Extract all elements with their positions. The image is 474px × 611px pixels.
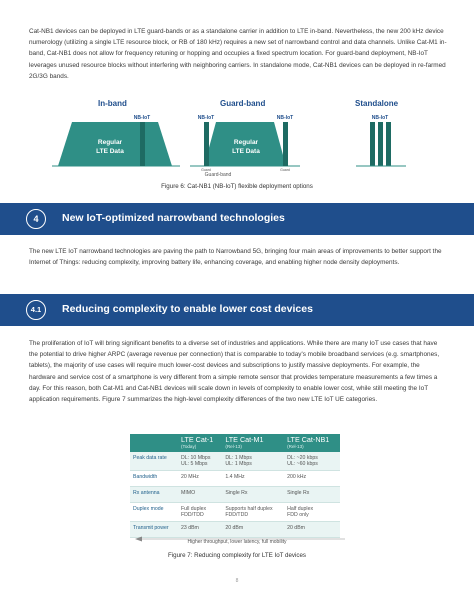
deployment-diagram — [0, 108, 474, 180]
guardband-nbiot-left-label: NB-IoT — [197, 115, 215, 121]
guardband-regular-2: LTE Data — [232, 148, 260, 155]
section-4-title: New IoT-optimized narrowband technologies — [62, 212, 285, 224]
table-row: Duplex mode Full duplex FDD/TDD Supports half duplex FDD/TDD Half duplex FDD only — [130, 503, 340, 522]
figure7-caption: Figure 7: Reducing complexity for LTE IoT devices — [167, 552, 307, 559]
header-catnb1: LTE Cat-NB1 (Rel-13) — [284, 434, 340, 452]
standalone-bar-2 — [378, 122, 383, 166]
guardband-title: Guard-band — [220, 99, 266, 108]
inband-nbiot-bar — [140, 122, 145, 166]
guard-small-right: Guard — [280, 168, 290, 172]
paragraph-deployment: Cat-NB1 devices can be deployed in LTE guard-bands or as a standalone carrier in addition to LTE in-band. Nevertheless, the new 200 kHz device numerology (utilizing a single LTE resource block, or RB of 180 kHz) requires a new set of narrowband control and data channels. Unlike Cat-M1 in-band, Cat-NB1 does not allow for frequency retuning or hopping and occupies a fixed spectrum location. For guard-band deployment, NB-IoT leverages unused resource blocks without interfering with neighboring carriers. In standalone mode, Cat-NB1 devices can be deployed in re-farmed 2G/3G bands. — [29, 28, 447, 80]
arrow-label: Higher throughput, lower latency, full mobility — [187, 539, 287, 545]
header-catm1: LTE Cat-M1 (Rel-13) — [222, 434, 284, 452]
paragraph-narrowband: The new LTE IoT narrowband technologies are paving the path to Narrowband 5G, bringing four main areas of improvements to better support the Internet of Things: reducing complexity, improving battery life, enhancing coverage, and enabling higher node density deployments. — [29, 248, 442, 267]
table-row: Rx antenna MIMO Single Rx Single Rx — [130, 487, 340, 503]
paragraph-complexity: The proliferation of IoT will bring significant benefits to a diverse set of industries and applications. While there are many IoT use cases that have the potential to drive higher ARPC (average revenue per connection) that is comparable to today's mobile broadband services (e.g. smartphones, tablets), the majority of use cases will require much lower-cost devices and subscriptions to justify massive deployments. For example, the hardware and service cost of a smartphone is very different from a simple remote sensor that provides temperature measurements a few times a day. For this reason, both Cat-M1 and Cat-NB1 devices will scale down in levels of complexity to enable lower cost, while still meeting the IoT application requirements. Figure 7 summarizes the high-level complexity differences of the two new LTE IoT UE categories. — [29, 340, 440, 404]
guardband-regular-1: Regular — [233, 139, 259, 146]
standalone-nbiot-label: NB-IoT — [371, 115, 389, 121]
guard-small-left: Guard — [201, 168, 211, 172]
inband-nbiot-label: NB-IoT — [133, 115, 151, 121]
table-row: Transmit power 23 dBm 20 dBm 20 dBm — [130, 522, 340, 538]
section-41-title: Reducing complexity to enable lower cost devices — [62, 303, 313, 315]
guardband-nbiot-bar-left — [204, 122, 209, 166]
inband-regular-1: Regular — [97, 139, 123, 146]
figure6-caption: Figure 6: Cat-NB1 (NB-IoT) flexible deployment options — [161, 183, 313, 190]
section-41-number: 4.1 — [26, 300, 46, 320]
inband-regular-2: LTE Data — [96, 148, 124, 155]
comparison-table — [130, 434, 340, 538]
standalone-title: Standalone — [355, 99, 399, 108]
header-cat1: LTE Cat-1 (Today) — [178, 434, 222, 452]
table-row: Bandwidth 20 MHz 1.4 MHz 200 kHz — [130, 471, 340, 487]
inband-title: In-band — [98, 99, 127, 108]
page-number: 8 — [235, 578, 239, 584]
standalone-bar-3 — [386, 122, 391, 166]
table-corner — [130, 434, 178, 452]
table-row: Peak data rate DL: 10 Mbps UL: 5 Mbps DL: 1 Mbps UL: 1 Mbps DL: ~20 kbps UL: ~60 kbps — [130, 452, 340, 471]
standalone-bar-1 — [370, 122, 375, 166]
guard-band-label: Guard-band — [204, 172, 232, 178]
section-41-banner — [0, 294, 474, 326]
section-4-banner — [0, 203, 474, 235]
section-4-number: 4 — [26, 209, 46, 229]
guardband-nbiot-bar-right — [283, 122, 288, 166]
guardband-nbiot-right-label: NB-IoT — [276, 115, 294, 121]
